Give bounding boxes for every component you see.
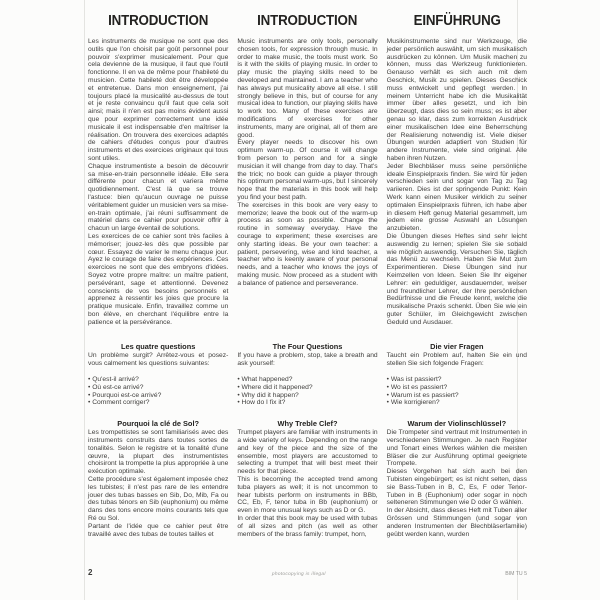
section-title: Die vier Fragen — [430, 342, 484, 352]
page-number: 2 — [88, 568, 93, 577]
paragraph: Die Übungen dieses Heftes sind sehr leicht auswendig zu lernen; spielen Sie sie sobald wie möglich auswendig. Versuchen Sie, täglich das Menü zu wechseln. Haben Sie Mut zum Experimentieren. Diese Übungen sind nur Keimzellen von Ideen. Seien Sie Ihr eigener Lehrer: ein geduldiger, ausdauernder, weiser und freundlicher Lehrer, der Ihre persönlichen Bedürfnisse und die Freude kennt, welche die musikalische Praxis schenkt. Üben Sie wie ein guter Schüler, im Gleichgewicht zwischen Geduld und Ausdauer. — [386, 232, 527, 326]
questions-section-french — [88, 342, 228, 407]
paragraph: Les instruments de musique ne sont que des outils que l'on choisit par goût personnel pour pouvoir s'exprimer musicalement. Pour que cela devienne de la musique, il faut que l'outil fonctionne. Il en va de même pour l'habileté du musicien. Cette habileté doit être développée et entretenue. Dans mon enseignement, j'ai toujours placé la musicalité au-dessus de tout et je reste convaincu qu'il faut que cela soit ainsi; mais il n'en est pas moins évident aussi que pour exprimer correctement une idée musicale il est indispensable d'en maîtriser la réalisation. On trouvera des exercices adaptés de cahiers d'études conçus pour d'autres instruments et des exercices originaux qui tous sont utiles. — [88, 38, 229, 162]
question-item: • Qu'est-il arrivé? — [88, 376, 139, 384]
question-item: • Warum ist es passiert? — [386, 391, 459, 399]
paragraph: Die Trompeter sind vertraut mit Instrumenten in verschiedenen Stimmungen. Je nach Register und Tonart eines Werkes wählen die meisten Bläser die zur Ausführung optimal geeignete Trompete. — [386, 429, 527, 468]
question-item: • Wo ist es passiert? — [386, 383, 448, 391]
intro-section-english — [237, 13, 377, 326]
section-intro: If you have a problem, stop, take a breath and ask yourself: — [237, 352, 378, 368]
questions-section-german — [387, 342, 527, 407]
column-title-german: EINFÜHRUNG — [413, 13, 501, 29]
intro-section-german — [387, 13, 527, 326]
question-item: • What happened? — [237, 376, 293, 384]
section-title: Les quatre questions — [120, 342, 196, 352]
column-title-english: INTRODUCTION — [257, 13, 358, 29]
question-item: • Pourquoi est-ce arrivé? — [88, 391, 162, 399]
question-item: • Why did it happen? — [237, 391, 299, 399]
question-item: • How do I fix it? — [237, 399, 286, 407]
paragraph: Jeder Blechbläser muss seine persönliche ideale Einspielpraxis finden. Sie wird für jeden verschieden sein und sogar von Tag zu Tag variieren. Dies ist der springende Punkt: Kein Werk kann einen Musiker wirklich zu seiner optimalen Einspielpraxis führen, ich habe aber in diesem Heft genug Material gesammelt, um jedem eine grosse Auswahl an Lösungen anzubieten. — [386, 162, 527, 233]
question-list — [387, 376, 527, 407]
question-list — [237, 376, 377, 407]
paragraph: Trumpet players are familiar with instruments in a wide variety of keys. Depending on the range and key of the piece and the size of the ensemble, most players are accustomed to selecting a trumpet that will best meet their needs for that piece. — [237, 429, 378, 476]
paragraph: Dieses Vorgehen hat sich auch bei den Tubisten eingebürgert; es ist nicht selten, dass sie Bass-Tuben in B, C, Es, F oder Tenor-Tuben in B (Euphonium) oder sogar in noch selteneren Stimmungen wie D oder G wählen. — [386, 468, 527, 507]
copyright-note: photocopying is illegal — [271, 572, 326, 577]
paragraph: Les exercices de ce cahier sont très faciles à mémoriser; jouez-les dès que possible par cœur. Essayez de varier le menu chaque jour. Ayez le courage de faire des expériences. Ces exercices ne sont que des embryons d'idées. Soyez votre propre maître: un maître patient, persévérant, sage et attentionné. Devenez conscients de vos besoins personnels et apprenez à ressentir les joies que procure la pratique musicale. Enfin, travaillez comme un bon élève, en cherchant l'équilibre entre la patience et la persévérance. — [88, 232, 229, 326]
section-title: Why Treble Clef? — [277, 419, 338, 429]
section-title: The Four Questions — [272, 342, 343, 352]
clef-section-german — [387, 419, 527, 538]
page-footer — [88, 568, 527, 577]
clef-section-english — [237, 419, 377, 538]
question-item: • Comment corriger? — [88, 399, 150, 407]
questions-section-english — [237, 342, 377, 407]
paragraph: In order that this book may be used with tubas of all sizes and pitch (as well as other members of the brass family: trumpet, horn, — [237, 515, 378, 538]
page-edge-left — [84, 0, 85, 600]
paragraph: In der Absicht, dass dieses Heft mit Tuben aller Grössen und Stimmungen (und sogar von anderen Instrumenten der Blechbläserfamilie) geübt werden kann, wurden — [386, 507, 527, 538]
question-item: • Où est-ce arrivé? — [88, 383, 144, 391]
question-item: • Wie korrigieren? — [386, 399, 440, 407]
question-item: • Where did it happened? — [237, 383, 313, 391]
intro-section-french — [88, 13, 228, 326]
paragraph: This is becoming the accepted trend among tuba players as well; it is not uncommon to hear tubists perform on instruments in BBb, CC, Eb, F, tenor tuba in Bb (euphonium) or even in more unusual keys such as D or G. — [237, 476, 378, 515]
section-intro: Taucht ein Problem auf, halten Sie ein und stellen Sie sich folgende Fragen: — [386, 352, 527, 368]
paragraph: Every player needs to discover his own optimum warm-up. Of course it will change from person to person and for a single musician it will change from day to day. That's the trick; no book can guide a player through his optimum personal warm-ups, but I sincerely hope that the materials in this book will help you find your best path. — [237, 139, 378, 201]
section-title: Warum der Violinschlüssel? — [407, 419, 507, 429]
clef-section-french — [88, 419, 228, 538]
paragraph: Partant de l'idée que ce cahier peut être travaillé avec des tubas de toutes tailles et — [88, 522, 229, 538]
catalog-number: BIM TU 5 — [505, 571, 527, 577]
paragraph: Music instruments are only tools, personally chosen tools, for expression through music. In order to make music, the tools must work. So is it with the skills of playing music. In order to play music the playing skills need to be developed and maintained. I am a teacher who has always put musicality above all else. I still strongly believe in this, but of course for any musical idea to function, our playing skills have to work too. Many of these exercises are modifications of exercises for other instruments, many are original, all of them are good. — [237, 38, 378, 139]
paragraph: The exercises in this book are very easy to memorize; leave the book out of the warm-up process as soon as possible. Change the routine in someway everyday. Have the courage to experiment; these exercises are only starting ideas. Be your own teacher: a patient, persevering, wise and kind teacher, a teacher who is keenly aware of your personal needs, and a teacher who knows the joys of making music. Now proceed as a student with a balance of patience and perseverance. — [237, 201, 378, 287]
question-item: • Was ist passiert? — [386, 376, 442, 384]
paragraph: Cette procédure s'est également imposée chez les tubistes; il n'est pas rare de les entendre jouer des tubas basses en Sib, Do, Mib, Fa ou des tubas ténors en Sib (euphonium) ou même dans des tons encore moins courants tels que Ré ou Sol. — [88, 476, 229, 523]
section-intro: Un problème surgit? Arrêtez-vous et posez-vous calmement les questions suivantes: — [88, 352, 229, 368]
three-column-layout — [88, 13, 527, 538]
question-list — [88, 376, 228, 407]
paragraph: Chaque instrumentiste a besoin de découvrir sa mise-en-train personnelle idéale. Elle sera différente pour chacun et variera même quotidiennement. C'est là que se trouve l'astuce: bien qu'aucun ouvrage ne puisse véritablement guider un musicien vers sa mise-en-train optimale, j'ai réuni suffisamment de matériel dans ce cahier pour pouvoir offrir à chacun un large éventail de solutions. — [88, 162, 229, 233]
section-title: Pourquoi la clé de Sol? — [117, 419, 200, 429]
paragraph: Les trompettistes se sont familiarisés avec des instruments construits dans toutes sortes de tonalités. Selon le registre et la tonalité d'une œuvre, la plupart des instrumentistes choisiront la trompette la plus appropriée à une exécution optimale. — [88, 429, 229, 476]
column-title-french: INTRODUCTION — [108, 13, 209, 29]
paragraph: Musikinstrumente sind nur Werkzeuge, die jeder persönlich auswählt, um sich musikalisch ausdrücken zu können. Um Musik machen zu können, muss das Werkzeug funktionieren. Genauso verhält es sich auch mit dem Geschick, Musik zu spielen. Dieses Geschick muss entwickelt und gepflegt werden. In meinem Unterricht habe ich die Musikalität immer über alles gesetzt, und ich bin überzeugt, dass dies so sein muss; es ist aber genau so klar, dass zum korrekten Ausdruck einer musikalischen Idee eine Beherrschung der Realisierung notwendig ist. Viele dieser Übungen wurden adaptiert von Studien für andere Instrumente, viele sind original. Alle haben ihren Nutzen. — [386, 38, 527, 162]
